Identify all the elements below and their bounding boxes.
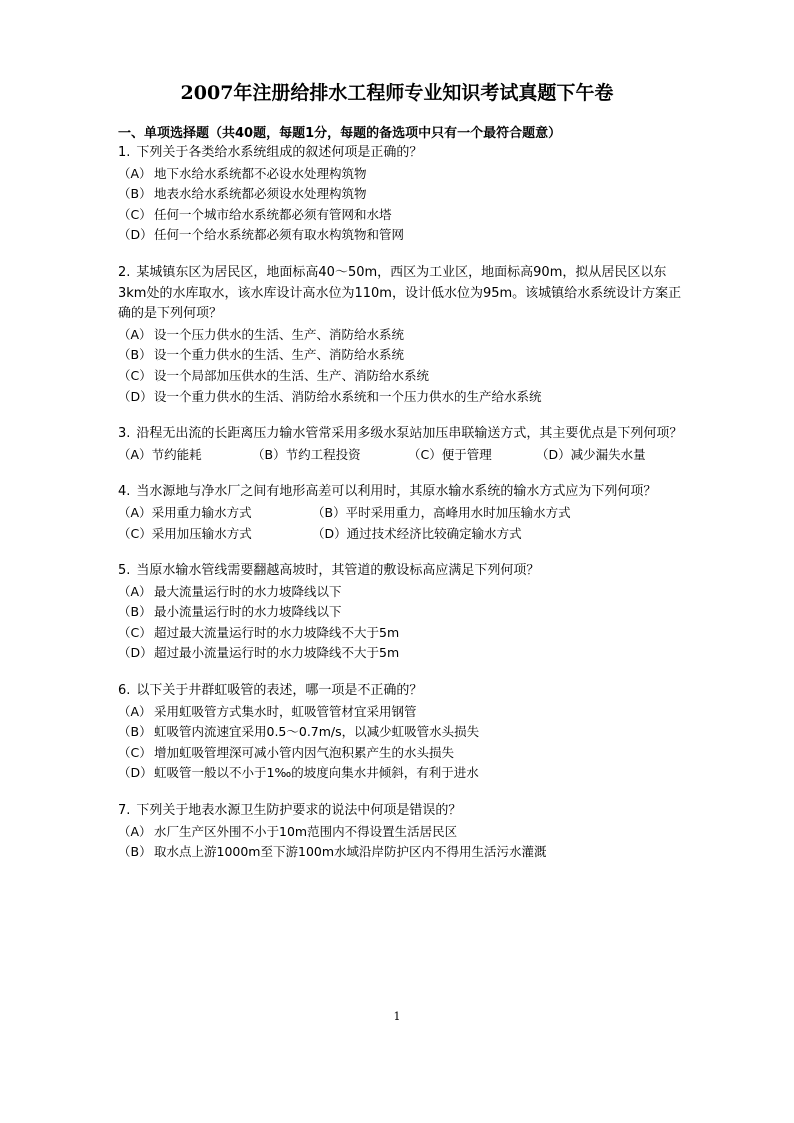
- option-label: （B）: [118, 724, 152, 740]
- option-label: （B）: [118, 186, 152, 202]
- question-stem: [118, 263, 688, 325]
- option-b: [118, 184, 688, 205]
- option-row: [118, 524, 688, 545]
- question-stem: [118, 143, 688, 164]
- option-label: （C）: [118, 744, 152, 760]
- option-text: 平时采用重力，高峰用水时加压输水方式: [345, 504, 571, 520]
- option-a: [118, 822, 688, 843]
- option-a: [118, 503, 312, 524]
- option-c: [118, 743, 688, 764]
- question-7: [118, 801, 688, 863]
- question-number: 3.: [118, 426, 131, 442]
- question-number: 1.: [118, 145, 131, 160]
- question-number: 6.: [118, 683, 131, 699]
- option-text: 最小流量运行时的水力坡降线以下: [154, 604, 342, 620]
- option-row: [118, 503, 688, 524]
- question-text: 下列关于各类给水系统组成的叙述何项是正确的？: [136, 145, 423, 160]
- option-text: 虹吸管一般以不小于1‰的坡度向集水井倾斜，有利于进水: [154, 765, 479, 781]
- option-label: （C）: [118, 525, 152, 541]
- option-b: [118, 842, 688, 863]
- option-text: 设一个重力供水的生活、消防给水系统和一个压力供水的生产给水系统: [154, 388, 542, 404]
- question-number: 7.: [118, 803, 131, 819]
- option-text: 设一个局部加压供水的生活、生产、消防给水系统: [154, 367, 430, 383]
- question-stem: [118, 482, 688, 503]
- option-d: [536, 445, 646, 466]
- option-b: [118, 602, 688, 623]
- option-label: （A）: [118, 504, 152, 520]
- option-text: 采用重力输水方式: [151, 504, 252, 520]
- option-label: （A）: [118, 583, 152, 599]
- option-label: （C）: [118, 367, 152, 383]
- option-label: （A）: [118, 165, 152, 181]
- option-b: [312, 503, 571, 524]
- option-text: 任何一个给水系统都必须有取水构筑物和管网: [154, 227, 405, 243]
- option-text: 便于管理: [441, 446, 492, 462]
- option-label: （B）: [118, 844, 152, 860]
- option-text: 水厂生产区外围不小于10m范围内不得设置生活居民区: [154, 823, 458, 839]
- option-label: （B）: [118, 604, 152, 620]
- option-label: （D）: [118, 765, 153, 781]
- question-text: 当水源地与净水厂之间有地形高差可以利用时，其原水输水系统的输水方式应为下列何项？: [136, 484, 657, 500]
- option-b: [252, 445, 408, 466]
- option-text: 设一个重力供水的生活、生产、消防给水系统: [154, 347, 405, 363]
- option-text: 节约能耗: [151, 446, 202, 462]
- option-label: （C）: [118, 206, 152, 222]
- option-label: （C）: [118, 624, 152, 640]
- option-text: 减少漏失水量: [570, 446, 646, 462]
- option-text: 增加虹吸管埋深可减小管内因气泡积累产生的水头损失: [154, 744, 455, 760]
- option-b: [118, 722, 688, 743]
- question-3: [118, 424, 688, 465]
- question-text: 以下关于井群虹吸管的表述，哪一项是不正确的？: [136, 683, 423, 699]
- option-text: 设一个压力供水的生活、生产、消防给水系统: [154, 326, 405, 342]
- option-a: [118, 445, 252, 466]
- question-stem: [118, 561, 688, 582]
- page-number: 1: [393, 1010, 401, 1023]
- option-text: 任何一个城市给水系统都必须有管网和水塔: [154, 206, 392, 222]
- option-c: [118, 205, 688, 226]
- option-text: 虹吸管内流速宜采用0.5～0.7m/s，以减少虹吸管水头损失: [154, 724, 480, 740]
- option-label: （D）: [312, 525, 347, 541]
- option-a: [118, 325, 688, 346]
- option-label: （A）: [118, 823, 152, 839]
- question-number: 5.: [118, 563, 131, 579]
- option-label: （B）: [118, 347, 152, 363]
- option-label: （A）: [118, 703, 152, 719]
- option-a: [118, 582, 688, 603]
- option-label: （D）: [118, 388, 153, 404]
- option-d: [118, 763, 688, 784]
- option-c: [118, 623, 688, 644]
- question-stem: [118, 424, 688, 445]
- option-d: [118, 643, 688, 664]
- option-text: 取水点上游1000m至下游100m水域沿岸防护区内不得用生活污水灌溉: [154, 844, 547, 860]
- option-label: （A）: [118, 326, 152, 342]
- question-stem: [118, 681, 688, 702]
- option-d: [118, 225, 688, 246]
- page-title: 2007年注册给排水工程师专业知识考试真题下午卷: [180, 82, 614, 104]
- option-label: （A）: [118, 446, 152, 462]
- question-stem: [118, 801, 688, 822]
- option-c: [118, 524, 312, 545]
- question-text: 沿程无出流的长距离压力输水管常采用多级水泵站加压串联输送方式，其主要优点是下列何项？: [136, 426, 683, 442]
- option-text: 最大流量运行时的水力坡降线以下: [154, 583, 342, 599]
- option-label: （D）: [536, 446, 571, 462]
- option-row: [118, 445, 688, 466]
- question-6: [118, 681, 688, 784]
- question-1: [118, 143, 688, 246]
- question-text: 下列关于地表水源卫生防护要求的说法中何项是错误的？: [136, 803, 462, 819]
- option-text: 采用虹吸管方式集水时，虹吸管管材宜采用钢管: [154, 703, 417, 719]
- option-label: （C）: [408, 446, 442, 462]
- option-text: 通过技术经济比较确定输水方式: [346, 525, 522, 541]
- option-d: [312, 524, 522, 545]
- option-label: （D）: [118, 227, 153, 243]
- question-4: [118, 482, 688, 544]
- option-text: 超过最大流量运行时的水力坡降线不大于5m: [154, 624, 400, 640]
- question-text: 当原水输水管线需要翻越高坡时，其管道的敷设标高应满足下列何项？: [136, 563, 540, 579]
- question-number: 2.: [118, 264, 131, 280]
- question-list: [118, 143, 688, 880]
- question-5: [118, 561, 688, 664]
- option-text: 超过最小流量运行时的水力坡降线不大于5m: [154, 645, 400, 661]
- option-text: 地下水给水系统都不必设水处理构筑物: [154, 165, 367, 181]
- option-a: [118, 702, 688, 723]
- section-heading: 一、单项选择题（共40题，每题1分，每题的备选项中只有一个最符合题意）: [118, 126, 562, 141]
- option-label: （B）: [252, 446, 286, 462]
- option-d: [118, 387, 688, 408]
- option-text: 节约工程投资: [285, 446, 361, 462]
- option-c: [118, 366, 688, 387]
- question-text: 某城镇东区为居民区，地面标高40～50m，西区为工业区，地面标高90m，拟从居民区以东3km处的水库取水，该水库设计高水位为110m，设计低水位为95m。该城镇给水系统设计方案正确的是下列何项？: [118, 264, 682, 322]
- option-label: （B）: [312, 504, 346, 520]
- option-label: （D）: [118, 645, 153, 661]
- option-b: [118, 345, 688, 366]
- option-text: 地表水给水系统都必须设水处理构筑物: [154, 186, 367, 202]
- question-2: [118, 263, 688, 407]
- option-c: [408, 445, 536, 466]
- option-text: 采用加压输水方式: [151, 525, 252, 541]
- question-number: 4.: [118, 484, 131, 500]
- option-a: [118, 164, 688, 185]
